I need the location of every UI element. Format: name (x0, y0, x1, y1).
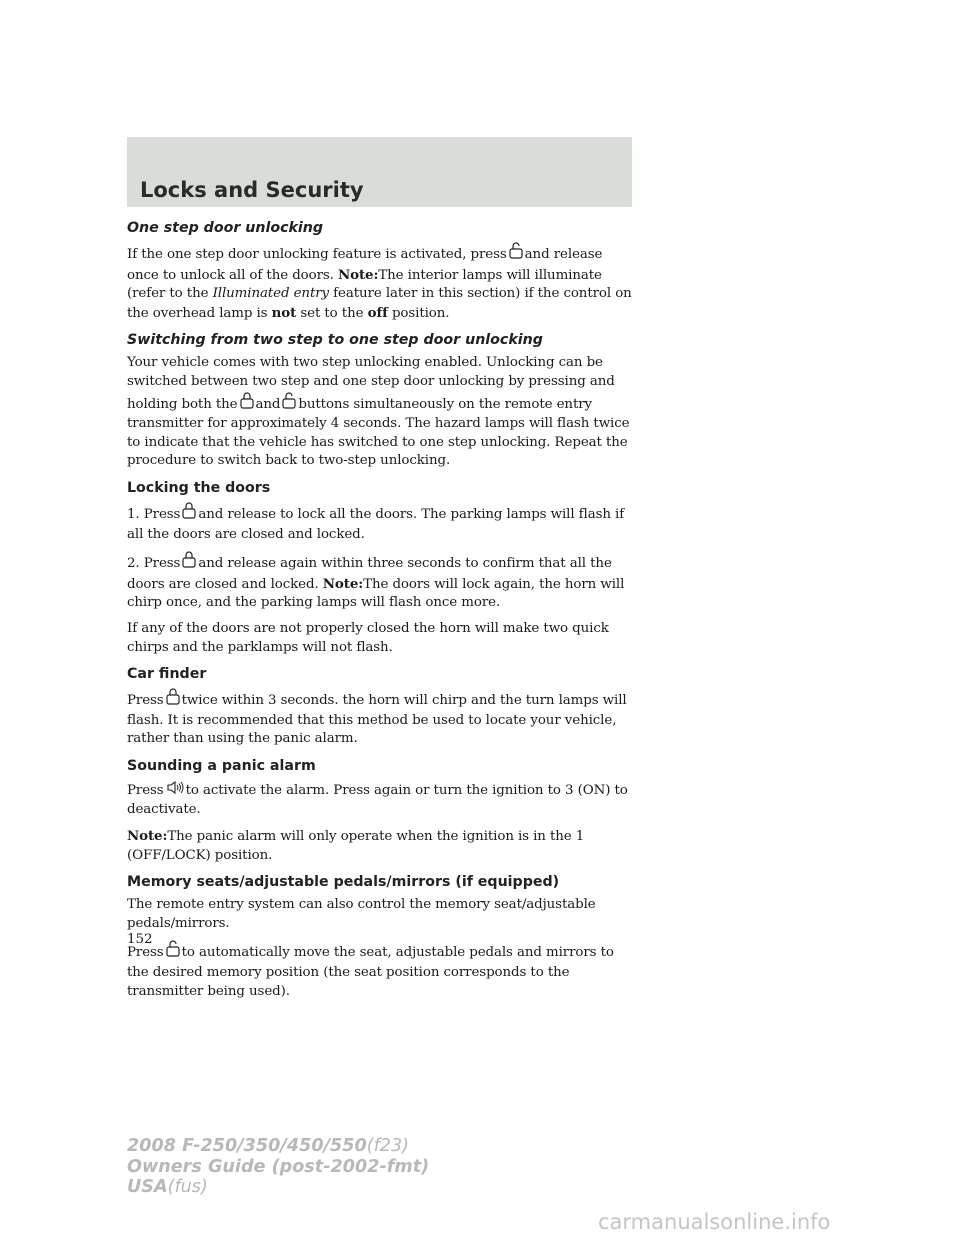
main-content (127, 220, 632, 1010)
lock-icon (182, 551, 196, 575)
panic-horn-icon (166, 780, 184, 802)
paragraph: 2. Press and release again within three seconds to confirm that all the doors are closed and locked. Note:The doors will lock again, the horn will chirp once, and the parking lamps will flash once more. (127, 551, 632, 613)
section-heading: Car finder (127, 666, 207, 683)
unlock-icon (282, 392, 296, 416)
section-heading: Sounding a panic alarm (127, 757, 316, 774)
lock-icon (166, 688, 180, 712)
paragraph: If the one step door unlocking feature is activated, press and release once to unlock all of the doors. Note:The interior lamps will illuminate (refer to the Illuminated entry feature later in this section) if the control on the overhead lamp is not set to the off position. (127, 242, 632, 323)
paragraph: Your vehicle comes with two step unlocking enabled. Unlocking can be switched between two step and one step door unlocking by pressing and holding both the and buttons simultaneously on the remote entry transmitter for approximately 4 seconds. The hazard lamps will flash twice to indicate that the vehicle has switched to one step unlocking. Repeat the procedure to switch back to two-step unlocking. (127, 355, 630, 469)
unlock-icon (509, 242, 523, 266)
footer-line-3: USA(fus) (127, 1177, 208, 1197)
section-heading: Locking the doors (127, 479, 271, 496)
section-memory-seats (127, 874, 632, 1001)
section-heading: One step door unlocking (127, 220, 324, 236)
unlock-icon (166, 940, 180, 964)
paragraph: Press to automatically move the seat, adjustable pedals and mirrors to the desired memory position (the seat position corresponds to the transmitter being used). (127, 940, 632, 1001)
section-panic-alarm (127, 758, 632, 865)
lock-icon (182, 502, 196, 526)
watermark: carmanualsonline.info (598, 1210, 831, 1234)
document-footer (127, 1136, 429, 1198)
section-heading: Switching from two step to one step door unlocking (127, 332, 543, 349)
section-heading: Memory seats/adjustable pedals/mirrors (if equipped) (127, 874, 560, 891)
paragraph: Press twice within 3 seconds. the horn will chirp and the turn lamps will flash. It is recommended that this method be used to locate your vehicle, rather than using the panic alarm. (127, 688, 632, 749)
page-number: 152 (127, 932, 153, 947)
section-switching-unlock-mode (127, 332, 632, 471)
paragraph: Note:The panic alarm will only operate when the ignition is in the 1 (OFF/LOCK) position. (127, 828, 585, 863)
footer-line-2: Owners Guide (post-2002-fmt) (127, 1156, 430, 1177)
section-car-finder (127, 666, 632, 749)
paragraph: If any of the doors are not properly closed the horn will make two quick chirps and the parklamps will not flash. (127, 620, 609, 655)
page-title: Locks and Security (140, 178, 364, 202)
lock-icon (240, 392, 254, 416)
footer-line-1: 2008 F-250/350/450/550(f23) (127, 1136, 410, 1156)
paragraph: The remote entry system can also control the memory seat/adjustable pedals/mirrors. (127, 897, 596, 931)
section-locking-doors (127, 480, 632, 657)
paragraph: Press to activate the alarm. Press again or turn the ignition to 3 (ON) to deactivate. (127, 780, 632, 820)
paragraph: 1. Press and release to lock all the doors. The parking lamps will flash if all the doors are closed and locked. (127, 502, 632, 544)
section-one-step-unlocking (127, 220, 632, 323)
